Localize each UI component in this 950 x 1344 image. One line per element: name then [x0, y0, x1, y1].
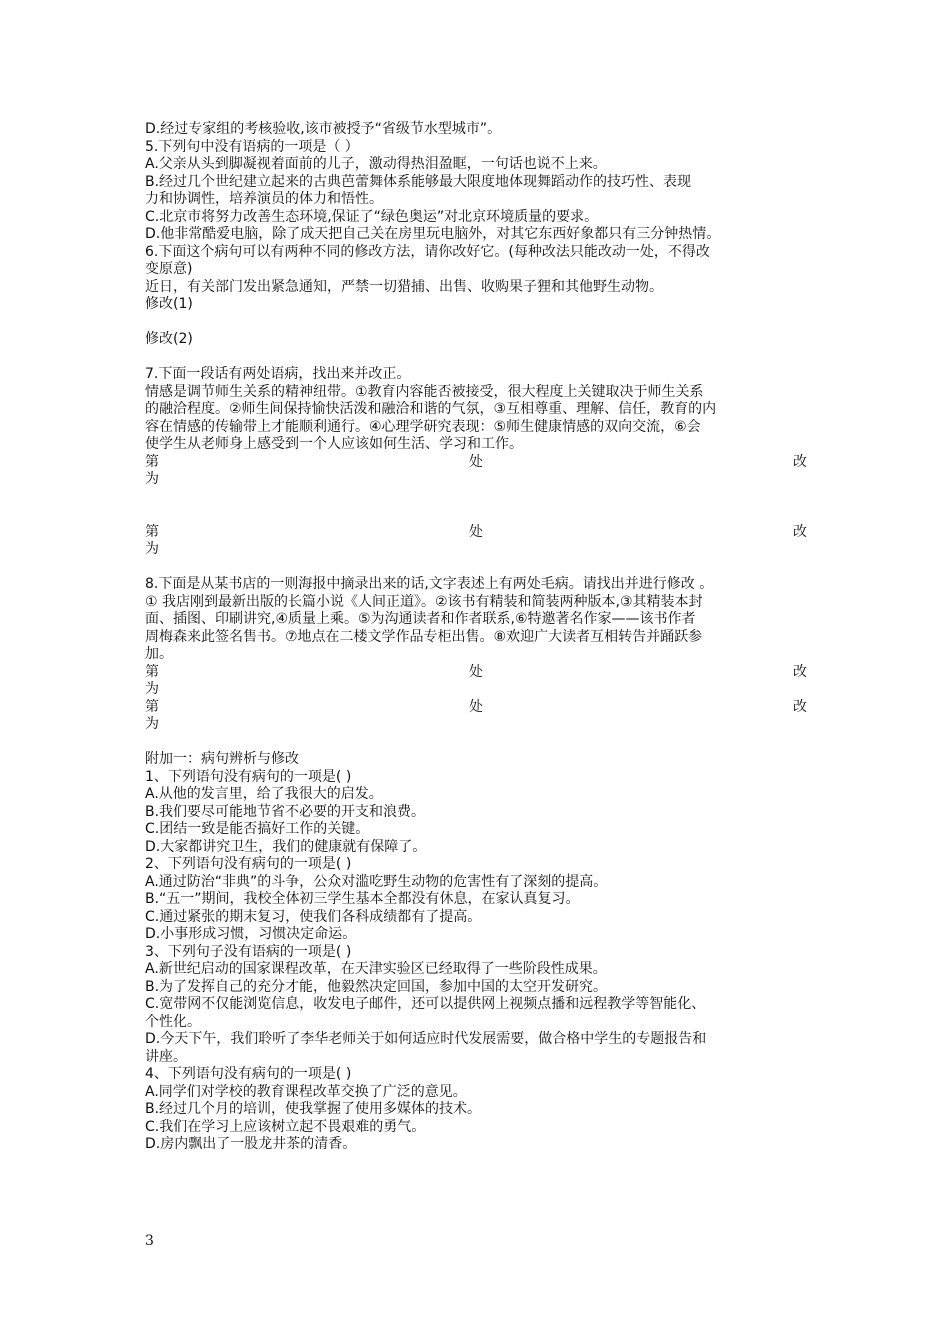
fill-word-wei: 为 — [145, 541, 159, 557]
question-line: 1、下列语句没有病句的一项是( ) — [145, 768, 352, 785]
option-line: A.通过防治“非典”的斗争，公众对滥吃野生动物的危害性有了深刻的提高。 — [145, 873, 608, 890]
option-line: 个性化。 — [145, 1013, 201, 1030]
fill-word-di: 第 — [145, 663, 159, 680]
option-line: A.新世纪启动的国家课程改革，在天津实验区已经取得了一些阶段性成果。 — [145, 961, 607, 977]
text-line: 使学生从老师身上感受到一个人应该如何生活、学习和工作。 — [145, 436, 523, 452]
text-line: 6.下面这个病句可以有两种不同的修改方法，请你改好它。(每种改法只能改动一处，不得改 — [145, 243, 710, 260]
question-line: 4、下列语句没有病句的一项是( ) — [145, 1066, 352, 1082]
option-line: D.小事形成习惯，习惯决定命运。 — [145, 926, 357, 942]
option-line: B.为了发挥自己的充分才能，他毅然决定回国，参加中国的太空开发研究。 — [145, 978, 608, 995]
option-line: A.从他的发言里，给了我很大的启发。 — [145, 786, 383, 802]
text-line: 周梅森来此签名售书。⑦地点在二楼文学作品专柜出售。⑧欢迎广大读者互相转告并踊跃参 — [145, 628, 703, 645]
modification-2-label: 修改(2) — [145, 331, 193, 347]
question-5-6-block — [145, 121, 807, 366]
text-line: C.北京市将努力改善生态环境,保证了“绿色奥运”对北京环境质量的要求。 — [145, 208, 599, 225]
option-line: B.我们要尽可能地节省不必要的开支和浪费。 — [145, 803, 426, 820]
page-content — [145, 121, 807, 1154]
answer-fill-line — [145, 699, 807, 717]
answer-blank — [145, 506, 807, 524]
fill-word-wei: 为 — [145, 681, 159, 697]
fill-word-chu: 处 — [469, 663, 483, 680]
question-line: 3、下列句子没有语病的一项是( ) — [145, 943, 352, 960]
fill-word-gai: 改 — [793, 523, 807, 540]
text-line: 5.下列句中没有语病的一项是（ ） — [145, 138, 359, 155]
text-line: 情感是调节师生关系的精神纽带。①教育内容能否被接受，很大程度上关键取决于师生关系 — [145, 383, 704, 400]
text-line: 变原意) — [145, 261, 193, 277]
option-line: A.同学们对学校的教育课程改革交换了广泛的意见。 — [145, 1083, 467, 1100]
appendix-title: 附加一：病句辨析与修改 — [145, 751, 299, 767]
option-line: C.我们在学习上应该树立起不畏艰难的勇气。 — [145, 1118, 426, 1135]
appendix-block — [145, 751, 807, 1154]
modification-1-label: 修改(1) — [145, 296, 193, 312]
text-line: 的融洽程度。②师生间保持愉快活泼和融洽和谐的气氛，③互相尊重、理解、信任，教育的内 — [145, 401, 717, 417]
text-line: 近日，有关部门发出紧急通知，严禁一切猎捕、出售、收购果子狸和其他野生动物。 — [145, 278, 663, 295]
fill-word-di: 第 — [145, 698, 159, 715]
option-line: C.通过紧张的期末复习，使我们各科成绩都有了提高。 — [145, 908, 482, 925]
text-line: 面、插图、印刷讲究,④质量上乘。⑤为沟通读者和作者联系,⑥特邀著名作家——该书作者 — [145, 611, 696, 627]
option-line: B.“五一”期间，我校全体初三学生基本全都没有休息，在家认真复习。 — [145, 891, 580, 907]
text-line: 容在情感的传输带上才能顺利通行。④心理学研究表现：⑤师生健康情感的双向交流，⑥会 — [145, 418, 701, 435]
answer-blank — [145, 489, 807, 507]
fill-word-gai: 改 — [793, 698, 807, 715]
fill-word-chu: 处 — [469, 698, 483, 715]
fill-word-gai: 改 — [793, 663, 807, 680]
answer-blank — [145, 349, 807, 367]
page-number: 3 — [145, 1233, 154, 1249]
fill-word-gai: 改 — [793, 453, 807, 470]
fill-word-di: 第 — [145, 523, 159, 540]
answer-fill-line — [145, 524, 807, 542]
answer-blank — [145, 314, 807, 332]
fill-word-di: 第 — [145, 453, 159, 470]
fill-word-wei: 为 — [145, 471, 159, 487]
option-line: C.宽带网不仅能浏览信息，收发电子邮件，还可以提供网上视频点播和远程教学等智能化、 — [145, 996, 706, 1012]
option-line: D.房内飘出了一股龙井茶的清香。 — [145, 1136, 357, 1152]
answer-blank — [145, 734, 807, 752]
question-7-block — [145, 366, 807, 576]
text-line: 加。 — [145, 646, 173, 662]
text-line: D.经过专家组的考核验收,该市被授予“省级节水型城市”。 — [145, 121, 502, 137]
text-line: A.父亲从头到脚凝视着面前的儿子，激动得热泪盈眶，一句话也说不上来。 — [145, 156, 607, 172]
option-line: D.今天下午，我们聆听了李华老师关于如何适应时代发展需要，做合格中学生的专题报告和 — [145, 1031, 707, 1047]
option-line: 讲座。 — [145, 1048, 187, 1065]
text-line: ① 我店刚到最新出版的长篇小说《人间正道》。②该书有精装和简装两种版本,③其精装本封 — [145, 593, 703, 610]
question-7-title: 7.下面一段话有两处语病，找出来并改正。 — [145, 366, 411, 382]
question-line: 2、下列语句没有病句的一项是( ) — [145, 856, 352, 872]
text-line: 力和协调性，培养演员的体力和悟性。 — [145, 191, 383, 207]
fill-word-chu: 处 — [469, 453, 483, 470]
answer-fill-line — [145, 454, 807, 472]
fill-word-wei: 为 — [145, 716, 159, 732]
option-line: C.团结一致是能否搞好工作的关键。 — [145, 821, 370, 837]
fill-word-chu: 处 — [469, 523, 483, 540]
answer-fill-line — [145, 664, 807, 682]
option-line: D.大家都讲究卫生，我们的健康就有保障了。 — [145, 838, 427, 855]
option-line: B.经过几个月的培训，使我掌握了使用多媒体的技术。 — [145, 1101, 482, 1117]
question-8-block — [145, 576, 807, 751]
text-line: D.他非常酷爱电脑，除了成天把自己关在房里玩电脑外，对其它东西好象都只有三分钟热情。 — [145, 226, 721, 242]
question-8-title: 8.下面是从某书店的一则海报中摘录出来的话,文字表述上有两处毛病。请找出并进行修改 。 — [145, 576, 714, 592]
text-line: B.经过几个世纪建立起来的古典芭蕾舞体系能够最大限度地体现舞蹈动作的技巧性、表现 — [145, 173, 692, 190]
answer-blank — [145, 559, 807, 577]
